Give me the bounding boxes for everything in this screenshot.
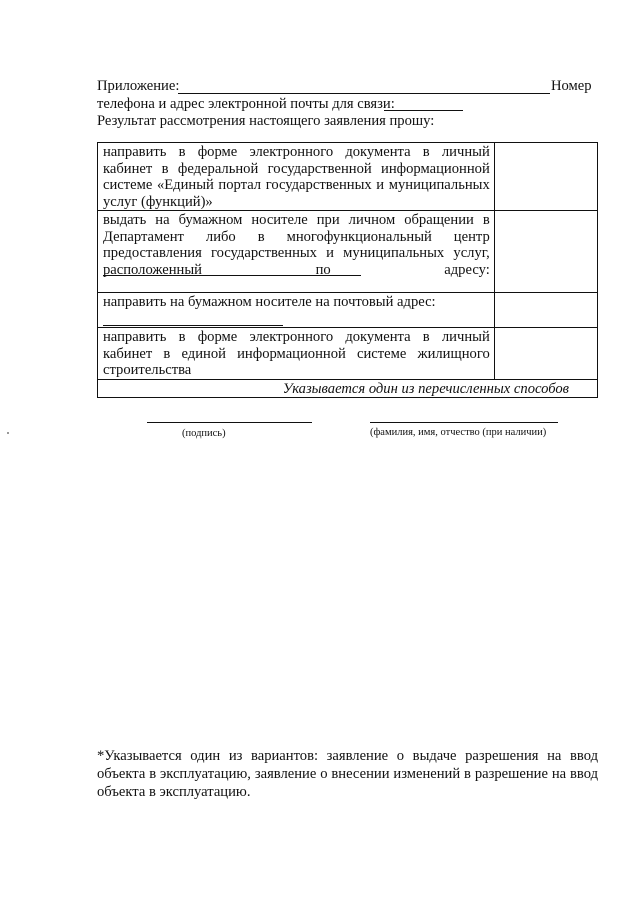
contact-blank[interactable]	[384, 110, 463, 111]
table-row	[98, 143, 598, 211]
option-epgu-checkbox[interactable]	[494, 143, 597, 211]
option-postal-checkbox[interactable]	[494, 293, 597, 328]
option-epgu: направить в форме электронного документа в личный кабинет в федеральной государственной информационной системе «Единый портал государственных и муниципальных услуг (функций)»	[98, 143, 495, 211]
table-row	[98, 328, 598, 380]
delivery-methods-table	[97, 142, 598, 398]
signature-label: (подпись)	[182, 428, 226, 439]
name-line[interactable]	[370, 422, 558, 423]
table-row	[98, 293, 598, 328]
contact-line: телефона и адрес электронной почты для связи:	[97, 96, 395, 112]
option-in-person-text: выдать на бумажном носителе при личном обращении в Департамент либо в многофункциональный центр предоставления государственных и муниципальных услуг, расположенный по адресу:	[103, 212, 490, 278]
attachment-blank[interactable]	[178, 93, 550, 94]
option-in-person	[98, 211, 495, 293]
table-row	[98, 379, 598, 398]
option-eisgs-checkbox[interactable]	[494, 328, 597, 380]
footnote: *Указывается один из вариантов: заявление о выдаче разрешения на ввод объекта в эксплуатацию, заявление о внесении изменений в разрешение на ввод объекта в эксплуатацию.	[97, 748, 598, 800]
option-postal	[98, 293, 495, 328]
phone-label: Номер	[551, 78, 592, 94]
option-in-person-checkbox[interactable]	[494, 211, 597, 293]
result-line: Результат рассмотрения настоящего заявления прошу:	[97, 113, 435, 129]
table-footer-note: Указывается один из перечисленных способов	[98, 379, 598, 398]
table-row	[98, 211, 598, 293]
option-postal-text: направить на бумажном носителе на почтовый адрес:	[103, 294, 436, 310]
name-label: (фамилия, имя, отчество (при наличии)	[370, 427, 547, 438]
signature-line[interactable]	[147, 422, 312, 423]
postal-address-blank[interactable]	[103, 325, 283, 326]
scan-speck	[7, 432, 9, 434]
option-eisgs: направить в форме электронного документа в личный кабинет в единой информационной системе жилищного строительства	[98, 328, 495, 380]
attachment-label: Приложение:	[97, 78, 180, 94]
